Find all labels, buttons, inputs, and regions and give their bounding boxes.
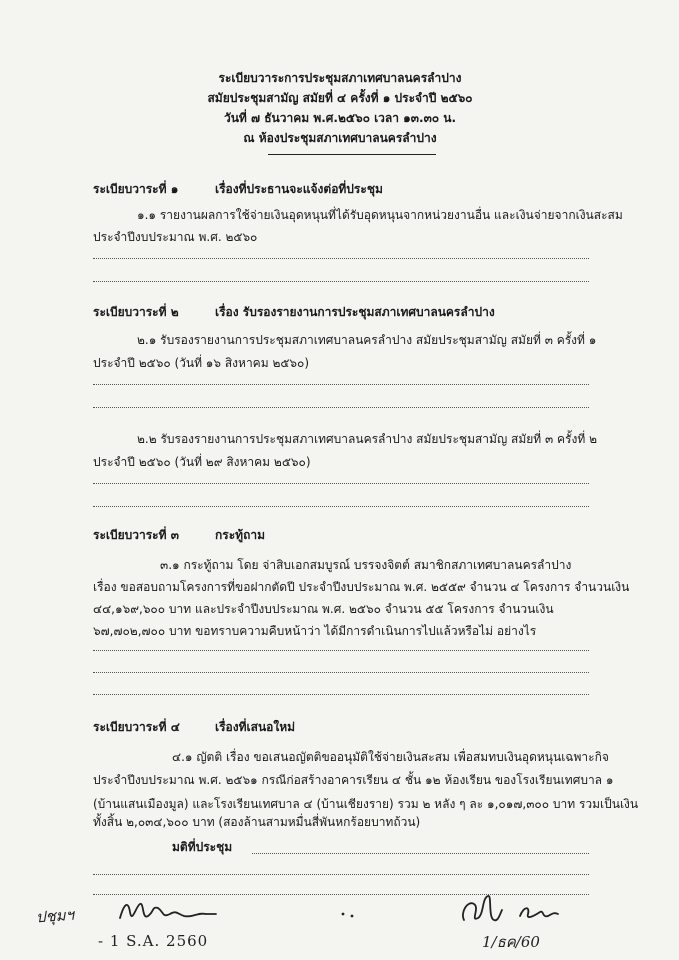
item-3-1-line-2: เรื่อง ขอสอบถามโครงการที่ขอฝากตัดปี ประจำปีงบประมาณ พ.ศ. ๒๕๕๙ จำนวน ๔ โครงการ จำนวนเงิน bbox=[93, 580, 630, 594]
blank-line bbox=[93, 672, 589, 673]
blank-line bbox=[93, 384, 589, 385]
agenda-1-title: เรื่องที่ประธานจะแจ้งต่อที่ประชุม bbox=[215, 182, 383, 196]
agenda-1-label: ระเบียบวาระที่ ๑ bbox=[93, 182, 179, 196]
ink-marks bbox=[340, 910, 360, 920]
agenda-4-title: เรื่องที่เสนอใหม่ bbox=[215, 720, 296, 734]
agenda-2-title: เรื่อง รับรองรายงานการประชุมสภาเทศบาลนครลำปาง bbox=[215, 305, 495, 319]
item-2-2-line-1: ๒.๒ รับรองรายงานการประชุมสภาเทศบาลนครลำปาง สมัยประชุมสามัญ สมัยที่ ๓ ครั้งที่ ๒ bbox=[137, 432, 597, 446]
item-4-1-line-4: ทั้งสิ้น ๒,๐๓๔,๖๐๐ บาท (สองล้านสามหมื่นสี่พันหกร้อยบาทถ้วน) bbox=[93, 815, 421, 829]
header-underline bbox=[268, 154, 436, 155]
blank-line bbox=[93, 694, 589, 695]
header-line-1: ระเบียบวาระการประชุมสภาเทศบาลนครลำปาง bbox=[218, 71, 462, 85]
item-3-1-line-3: ๔๔,๑๖๙,๖๐๐ บาท และประจำปีงบประมาณ พ.ศ. ๒๕๖๐ จำนวน ๕๕ โครงการ จำนวนเงิน bbox=[93, 602, 554, 616]
signature-left bbox=[118, 898, 218, 928]
handwritten-note-left: ปชุมฯ bbox=[35, 905, 75, 927]
date-stamp: - 1 S.A. 2560 bbox=[98, 932, 209, 950]
blank-line bbox=[252, 853, 589, 854]
item-4-1-line-2: ประจำปีงบประมาณ พ.ศ. ๒๕๖๑ กรณีก่อสร้างอาคารเรียน ๔ ชั้น ๑๒ ห้องเรียน ของโรงเรียนเทศบาล ๑ bbox=[93, 773, 614, 787]
agenda-2-label: ระเบียบวาระที่ ๒ bbox=[93, 305, 179, 319]
agenda-3-title: กระทู้ถาม bbox=[215, 528, 265, 542]
blank-line bbox=[93, 650, 589, 651]
agenda-4-label: ระเบียบวาระที่ ๔ bbox=[93, 720, 180, 734]
blank-line bbox=[93, 407, 589, 408]
header-line-2: สมัยประชุมสามัญ สมัยที่ ๔ ครั้งที่ ๑ ประจำปี ๒๕๖๐ bbox=[207, 91, 473, 105]
item-2-2-line-2: ประจำปี ๒๕๖๐ (วันที่ ๒๙ สิงหาคม ๒๕๖๐) bbox=[93, 455, 311, 469]
item-2-1-line-1: ๒.๑ รับรองรายงานการประชุมสภาเทศบาลนครลำปาง สมัยประชุมสามัญ สมัยที่ ๓ ครั้งที่ ๑ bbox=[137, 333, 597, 347]
blank-line bbox=[93, 258, 589, 259]
item-1-1-line-2: ประจำปีงบประมาณ พ.ศ. ๒๕๖๐ bbox=[93, 230, 258, 244]
handwritten-date-right: 1/ธค/60 bbox=[482, 933, 540, 951]
header-line-3: วันที่ ๗ ธันวาคม พ.ศ.๒๕๖๐ เวลา ๑๓.๓๐ น. bbox=[223, 111, 457, 125]
item-2-1-line-2: ประจำปี ๒๕๖๐ (วันที่ ๑๖ สิงหาคม ๒๕๖๐) bbox=[93, 356, 310, 370]
blank-line bbox=[93, 281, 589, 282]
resolution-label: มติที่ประชุม bbox=[172, 840, 233, 854]
blank-line bbox=[93, 874, 589, 875]
item-3-1-line-1: ๓.๑ กระทู้ถาม โดย จ่าสิบเอกสมบูรณ์ บรรจงจิตต์ สมาชิกสภาเทศบาลนครลำปาง bbox=[160, 558, 572, 572]
item-4-1-line-3: (บ้านแสนเมืองมูล) และโรงเรียนเทศบาล ๔ (บ้านเชียงราย) รวม ๒ หลัง ๆ ละ ๑,๐๑๗,๓๐๐ บาท รวมเป็นเงิน bbox=[93, 797, 639, 811]
blank-line bbox=[93, 506, 589, 507]
blank-line bbox=[93, 483, 589, 484]
item-1-1-line-1: ๑.๑ รายงานผลการใช้จ่ายเงินอุดหนุนที่ได้รับอุดหนุนจากหน่วยงานอื่น และเงินจ่ายจากเงินสะสม bbox=[137, 208, 623, 222]
agenda-3-label: ระเบียบวาระที่ ๓ bbox=[93, 528, 179, 542]
item-4-1-line-1: ๔.๑ ญัตติ เรื่อง ขอเสนอญัตติขออนุมัติใช้จ่ายเงินสะสม เพื่อสมทบเงินอุดหนุนเฉพาะกิจ bbox=[172, 750, 609, 764]
signature-right bbox=[458, 892, 568, 928]
header-line-4: ณ ห้องประชุมสภาเทศบาลนครลำปาง bbox=[243, 131, 437, 145]
item-3-1-line-4: ๖๗,๗๐๒,๗๐๐ บาท ขอทราบความคืบหน้าว่า ได้มีการดำเนินการไปแล้วหรือไม่ อย่างไร bbox=[93, 624, 537, 638]
